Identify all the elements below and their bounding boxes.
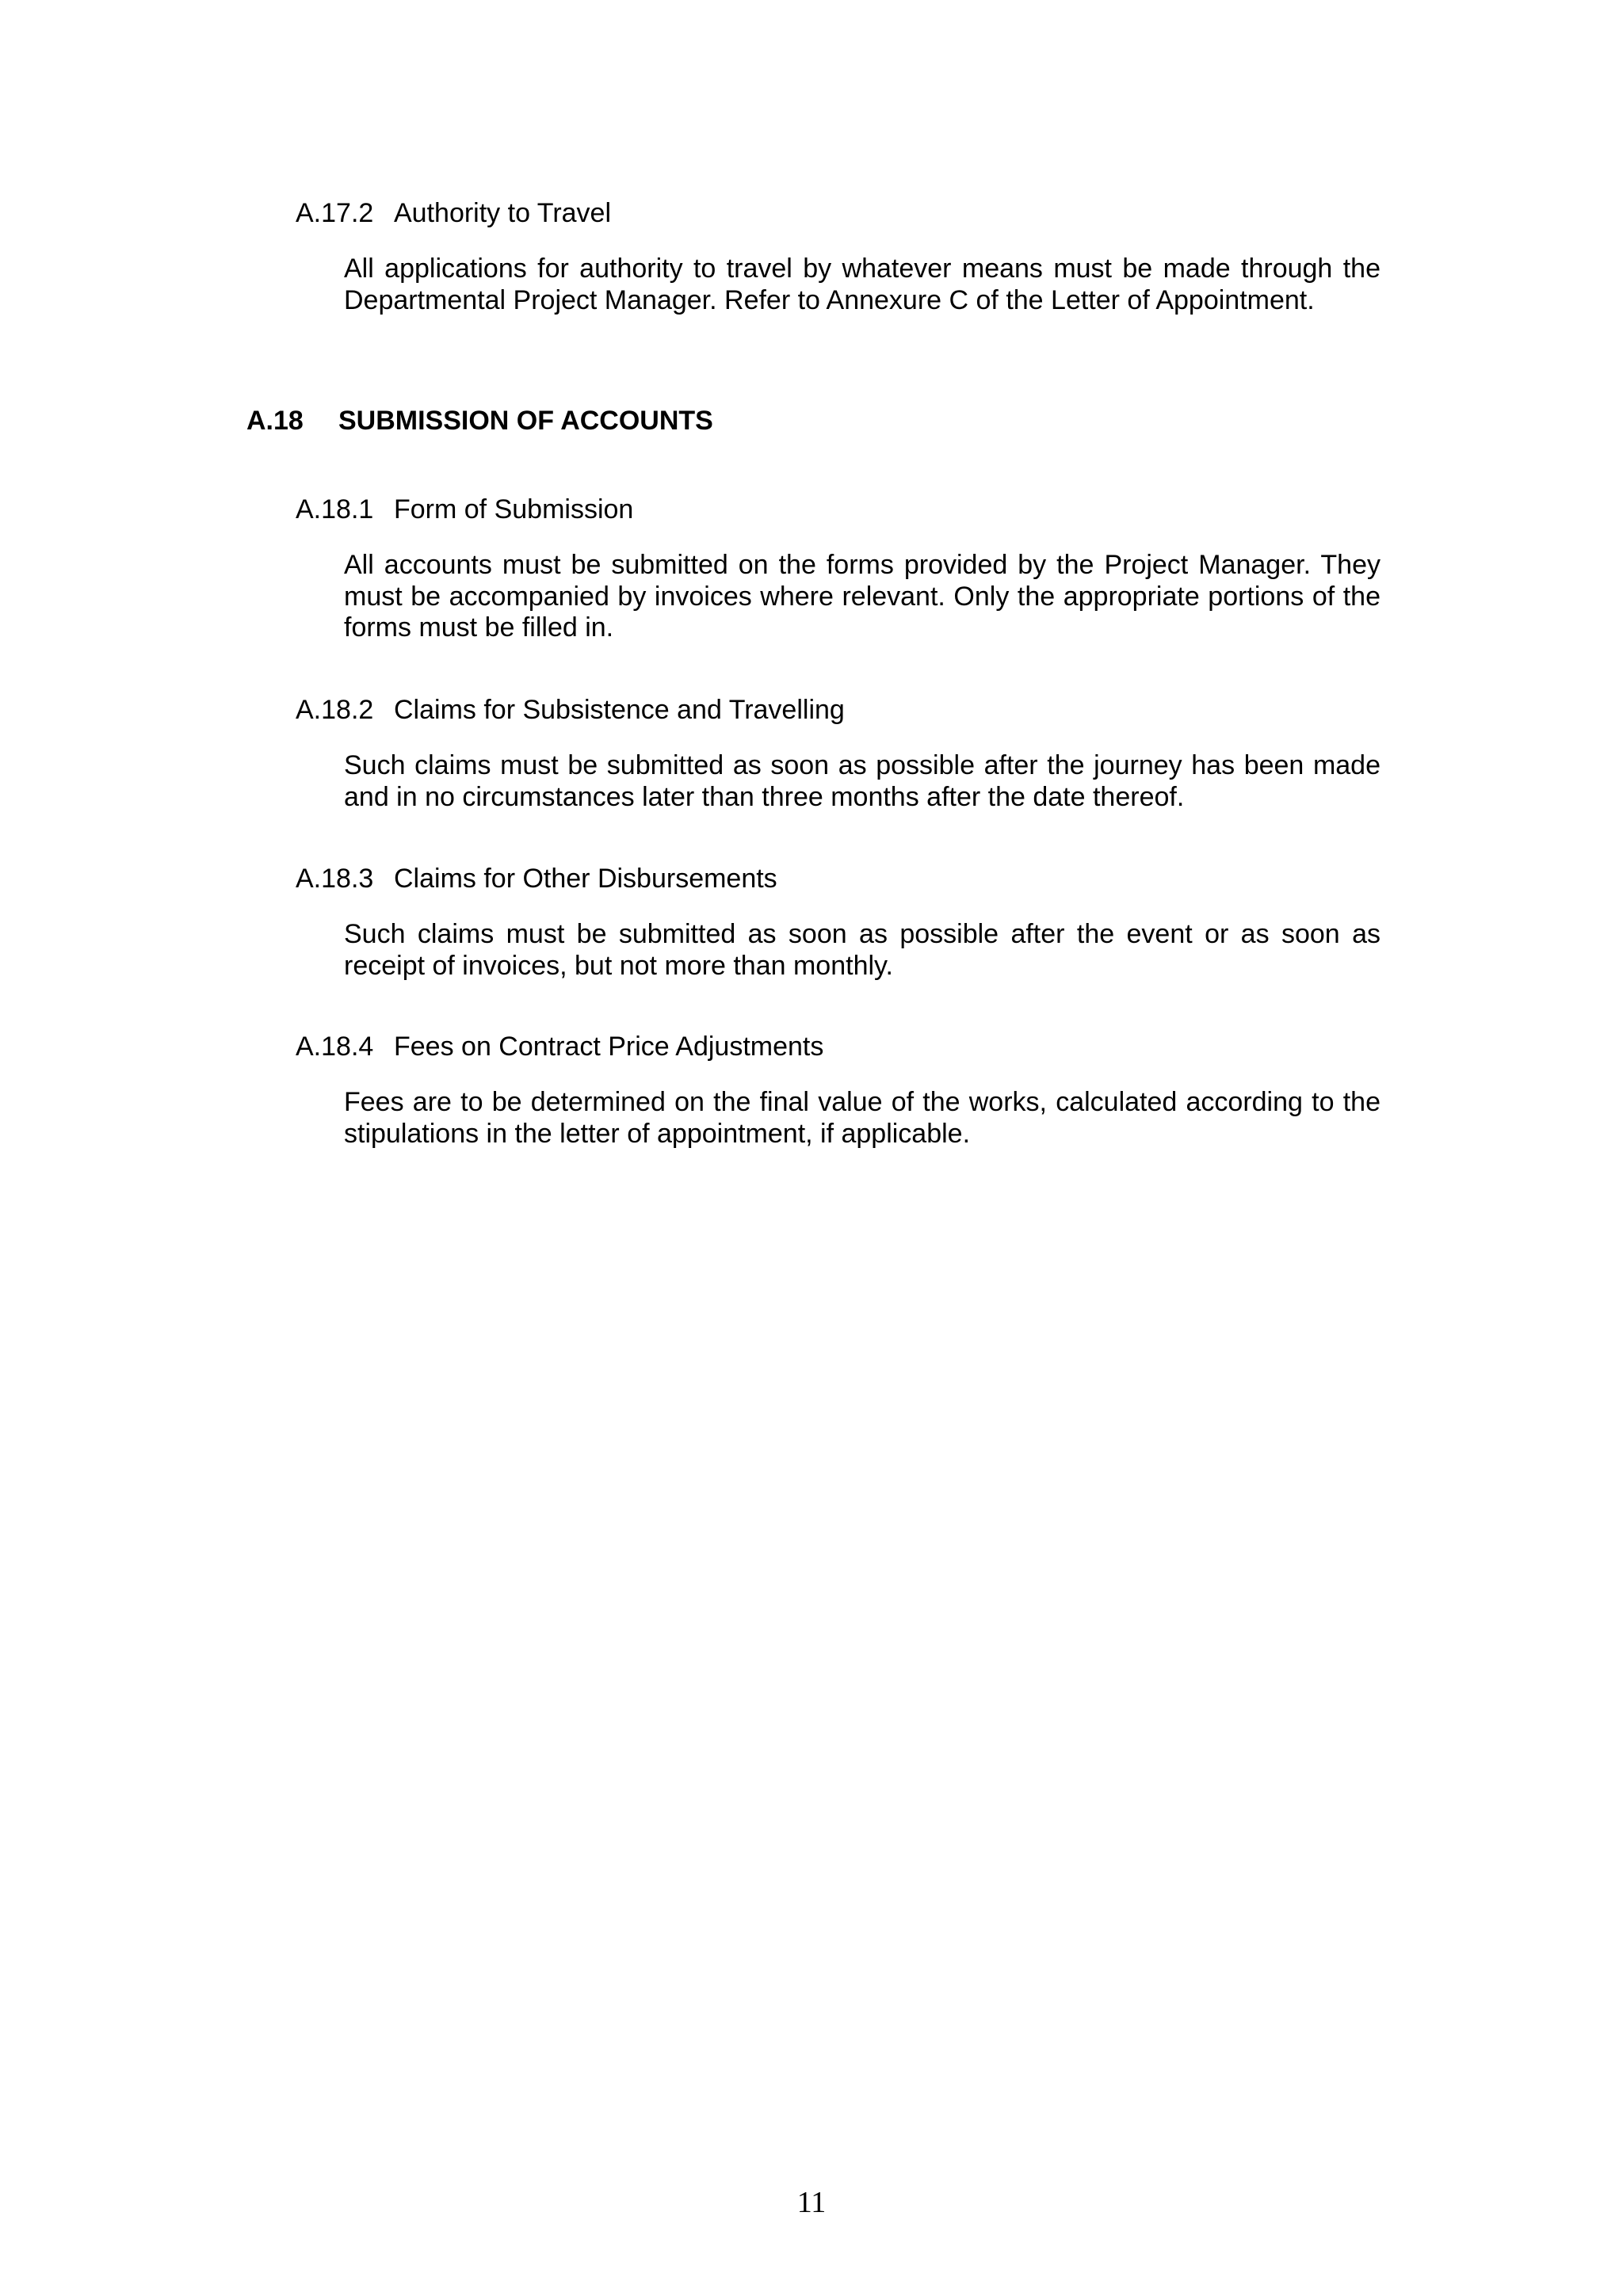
section-title: SUBMISSION OF ACCOUNTS [338, 406, 713, 436]
page-number: 11 [796, 2186, 827, 2219]
subsection-title: Authority to Travel [394, 198, 612, 228]
subsection-body-a17-2: All applications for authority to travel by whatever means must be made through the Departmental Project Manager. Refer to Annexure C of the Letter of Appointment. [344, 254, 1381, 315]
subsection-heading-a17-2 [296, 197, 611, 229]
subsection-title: Fees on Contract Price Adjustments [394, 1032, 824, 1062]
subsection-number: A.18.3 [296, 864, 374, 894]
subsection-heading-a18-3 [296, 863, 777, 894]
section-heading-a18 [246, 405, 713, 437]
subsection-title: Claims for Other Disbursements [394, 864, 777, 894]
subsection-body-a18-3: Such claims must be submitted as soon as possible after the event or as soon as receipt of invoices, but not more than monthly. [344, 919, 1381, 981]
section-number: A.18 [246, 406, 304, 436]
subsection-number: A.18.1 [296, 494, 374, 524]
subsection-body-a18-1: All accounts must be submitted on the forms provided by the Project Manager. They must be accompanied by invoices where relevant. Only the appropriate portions of the forms must be filled in. [344, 550, 1381, 643]
subsection-number: A.17.2 [296, 198, 374, 228]
subsection-title: Form of Submission [394, 494, 634, 524]
subsection-heading-a18-1 [296, 494, 633, 525]
subsection-number: A.18.2 [296, 695, 374, 725]
subsection-number: A.18.4 [296, 1032, 374, 1062]
subsection-heading-a18-2 [296, 694, 845, 726]
subsection-body-a18-2: Such claims must be submitted as soon as possible after the journey has been made and in no circumstances later than three months after the date thereof. [344, 750, 1381, 812]
subsection-heading-a18-4 [296, 1031, 823, 1062]
subsection-title: Claims for Subsistence and Travelling [394, 695, 845, 725]
subsection-body-a18-4: Fees are to be determined on the final value of the works, calculated according to the stipulations in the letter of appointment, if applicable. [344, 1087, 1381, 1149]
